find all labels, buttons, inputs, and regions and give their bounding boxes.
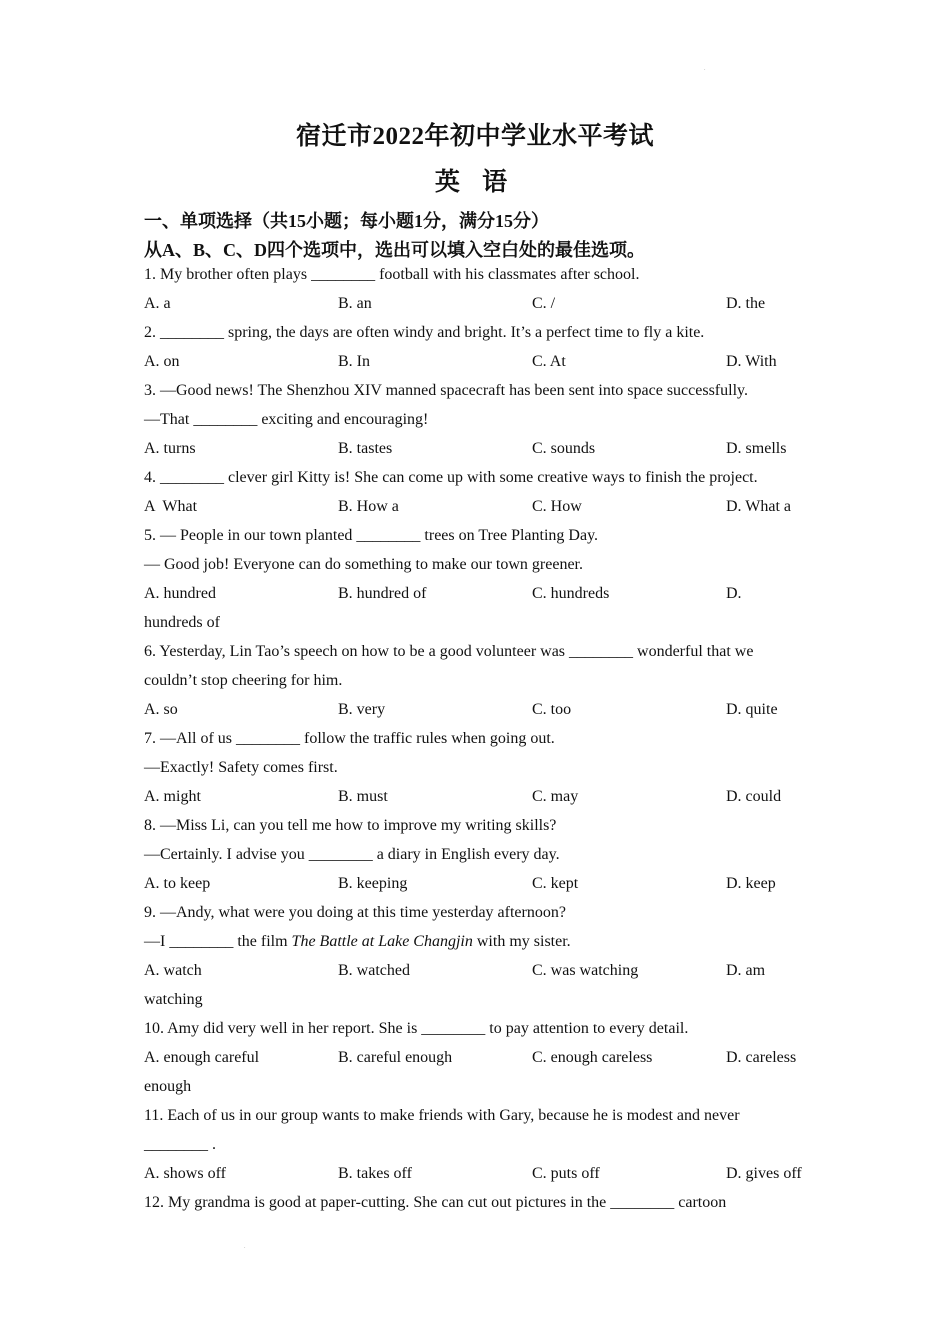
option-b[interactable]: B. an (338, 295, 372, 312)
option-d[interactable]: D. gives off (726, 1165, 802, 1182)
option-c[interactable]: C. was watching (532, 962, 639, 979)
option-d-overflow[interactable]: enough (144, 1078, 192, 1095)
option-d[interactable]: D. What a (726, 498, 792, 515)
question-stem: 4. ________ clever girl Kitty is! She can come up with some creative ways to finish the project. (144, 469, 758, 486)
option-c[interactable]: C. may (532, 788, 579, 805)
option-row (144, 1159, 824, 1188)
option-d[interactable]: D. the (726, 295, 766, 312)
stem-text: —I ________ the film (144, 933, 292, 950)
option-c[interactable]: C. How (532, 498, 582, 515)
question-stem: 5. — People in our town planted ________ trees on Tree Planting Day. (144, 527, 599, 544)
option-d[interactable]: D. could (726, 788, 782, 805)
option-a[interactable]: A. so (144, 701, 178, 718)
option-c[interactable]: C. enough careless (532, 1049, 653, 1066)
stem-text: with my sister. (472, 933, 571, 950)
option-b[interactable]: B. keeping (338, 875, 408, 892)
option-row (144, 347, 824, 376)
question-stem-cont: ________ . (144, 1136, 216, 1153)
option-b[interactable]: B. takes off (338, 1165, 412, 1182)
scan-speck: . (244, 1244, 246, 1250)
question-stem-cont: —That ________ exciting and encouraging! (144, 411, 429, 428)
option-a[interactable]: A. shows off (144, 1165, 226, 1182)
option-d-overflow[interactable]: watching (144, 991, 203, 1008)
question-stem-cont (144, 927, 824, 956)
option-b[interactable]: B. How a (338, 498, 399, 515)
option-a[interactable]: A. might (144, 788, 201, 805)
question-stem-cont: —Exactly! Safety comes first. (144, 759, 338, 776)
question-stem-cont: —Certainly. I advise you ________ a diary in English every day. (144, 846, 560, 863)
option-row (144, 1043, 824, 1072)
option-a[interactable]: A. to keep (144, 875, 211, 892)
option-c[interactable]: C. too (532, 701, 572, 718)
option-b[interactable]: B. hundred of (338, 585, 427, 602)
scan-speck: . (704, 66, 706, 72)
option-c[interactable]: C. puts off (532, 1165, 600, 1182)
option-a[interactable]: A. on (144, 353, 180, 370)
question-stem-cont: — Good job! Everyone can do something to make our town greener. (144, 556, 583, 573)
option-d-overflow[interactable]: hundreds of (144, 614, 220, 631)
section-heading: 一、单项选择（共15小题；每小题1分，满分15分） (144, 211, 549, 231)
question-stem: 6. Yesterday, Lin Tao’s speech on how to be a good volunteer was ________ wonderful that we (144, 643, 754, 660)
question-list (144, 260, 824, 1217)
option-row (144, 695, 824, 724)
option-d[interactable]: D. quite (726, 701, 778, 718)
option-d[interactable]: D. (726, 585, 742, 602)
question-stem: 11. Each of us in our group wants to make friends with Gary, because he is modest and never (144, 1107, 740, 1124)
exam-title: 宿迁市2022年初中学业水平考试 (295, 123, 654, 150)
option-a[interactable]: A. enough careful (144, 1049, 260, 1066)
question-stem: 3. —Good news! The Shenzhou XIV manned spacecraft has been sent into space successfully. (144, 382, 748, 399)
option-a[interactable]: A. a (144, 295, 171, 312)
option-c[interactable]: C. hundreds (532, 585, 610, 602)
question-stem: 2. ________ spring, the days are often windy and bright. It’s a perfect time to fly a kite. (144, 324, 705, 341)
option-d[interactable]: D. am (726, 962, 766, 979)
option-d[interactable]: D. careless (726, 1049, 797, 1066)
option-b[interactable]: B. watched (338, 962, 410, 979)
option-a[interactable]: A What (144, 498, 198, 515)
option-a[interactable]: A. turns (144, 440, 196, 457)
option-c[interactable]: C. kept (532, 875, 579, 892)
question-stem: 10. Amy did very well in her report. She is ________ to pay attention to every detail. (144, 1020, 689, 1037)
option-b[interactable]: B. very (338, 701, 386, 718)
question-stem: 9. —Andy, what were you doing at this time yesterday afternoon? (144, 904, 566, 921)
question-stem: 7. —All of us ________ follow the traffic rules when going out. (144, 730, 555, 747)
option-b[interactable]: B. must (338, 788, 388, 805)
subject-title: 英 语 (434, 169, 516, 196)
question-stem: 1. My brother often plays ________ football with his classmates after school. (144, 266, 640, 283)
option-b[interactable]: B. tastes (338, 440, 393, 457)
option-b[interactable]: B. In (338, 353, 370, 370)
option-d[interactable]: D. With (726, 353, 777, 370)
question-stem-cont: couldn’t stop cheering for him. (144, 672, 343, 689)
option-row (144, 492, 824, 521)
option-row (144, 434, 824, 463)
option-d[interactable]: D. smells (726, 440, 787, 457)
option-b[interactable]: B. careful enough (338, 1049, 453, 1066)
section-instruction: 从A、B、C、D四个选项中，选出可以填入空白处的最佳选项。 (144, 240, 646, 260)
option-d[interactable]: D. keep (726, 875, 776, 892)
question-stem: 12. My grandma is good at paper-cutting. She can cut out pictures in the ________ cartoon (144, 1194, 727, 1211)
option-a[interactable]: A. hundred (144, 585, 216, 602)
option-row (144, 869, 824, 898)
option-row (144, 579, 824, 608)
option-c[interactable]: C. At (532, 353, 566, 370)
question-stem: 8. —Miss Li, can you tell me how to improve my writing skills? (144, 817, 557, 834)
option-c[interactable]: C. / (532, 295, 556, 312)
option-a[interactable]: A. watch (144, 962, 202, 979)
option-row (144, 782, 824, 811)
option-row (144, 289, 824, 318)
film-title: The Battle at Lake Changjin (291, 933, 473, 950)
option-c[interactable]: C. sounds (532, 440, 596, 457)
option-row (144, 956, 824, 985)
